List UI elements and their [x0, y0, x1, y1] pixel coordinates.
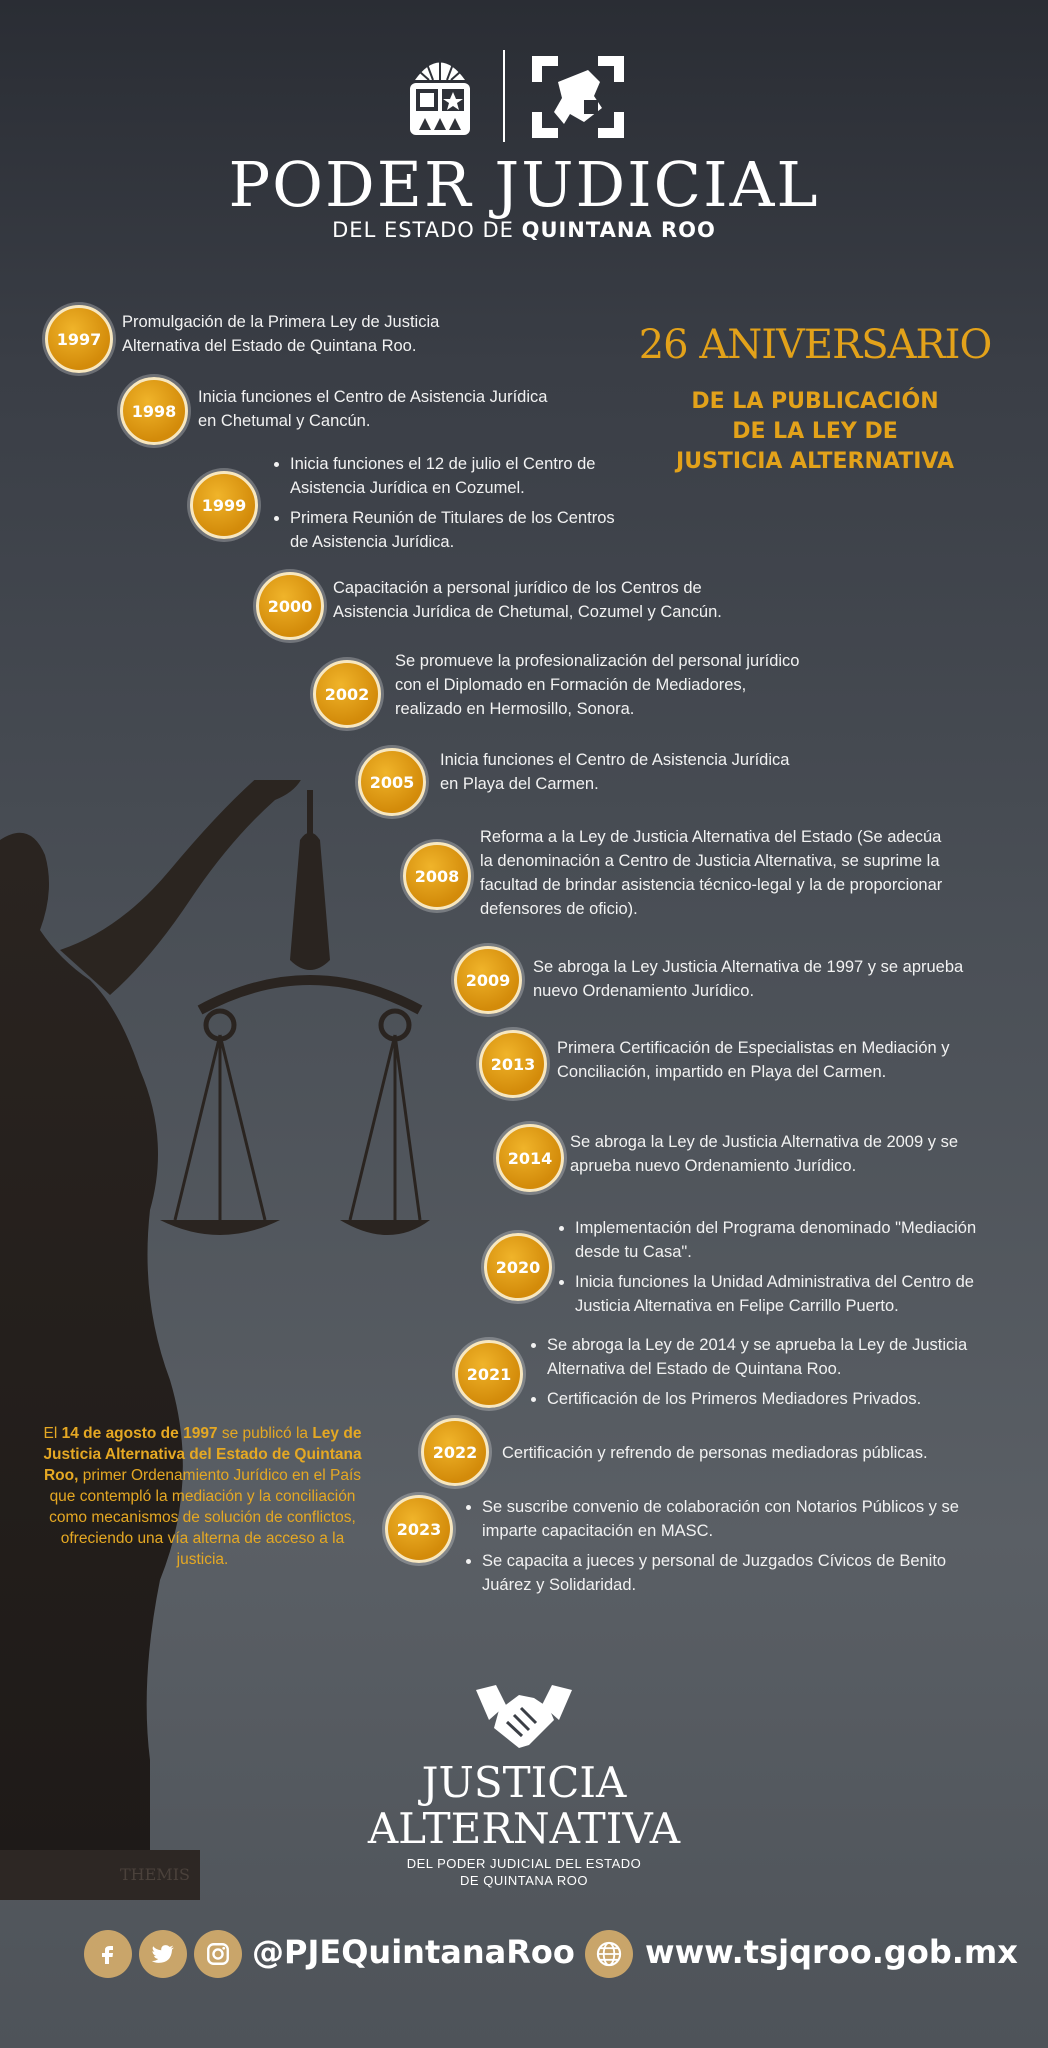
website-link[interactable]: www.tsjqroo.gob.mx [645, 1933, 1018, 1971]
year-badge-2002: 2002 [313, 660, 381, 728]
year-badge-2021: 2021 [455, 1340, 523, 1408]
timeline-bullet: • Se capacita a jueces y personal de Juzgados Cívicos de Benito Juárez y Solidaridad. [482, 1549, 982, 1597]
twitter-icon[interactable] [139, 1930, 187, 1978]
timeline-bullet: • Implementación del Programa denominado "Mediación desde tu Casa". [575, 1216, 1000, 1264]
state-coat-of-arms-icon [405, 50, 475, 140]
timeline-bullet: • Inicia funciones la Unidad Administrativa del Centro de Justicia Alternativa en Felipe Carrillo Puerto. [575, 1270, 1000, 1318]
timeline-text-2023 [462, 1495, 982, 1603]
timeline-text-2020 [555, 1216, 1000, 1324]
timeline-text-1999 [270, 452, 630, 560]
year-badge-2005: 2005 [358, 748, 426, 816]
publication-note: El 14 de agosto de 1997 se publicó la Ley de Justicia Alternativa del Estado de Quintana Roo, primer Ordenamiento Jurídico en el País que contempló la mediación y la conciliación como mecanismos de solución de conflictos, ofreciendo una vía alterna de acceso a la justicia. [43, 1425, 362, 1568]
year-badge-2008: 2008 [403, 842, 471, 910]
subtitle-prefix: DEL ESTADO DE [332, 218, 522, 242]
timeline-description: Inicia funciones el Centro de Asistencia Jurídica en Chetumal y Cancún. [198, 388, 548, 430]
timeline-text-2000 [333, 576, 773, 624]
statue-inscription: THEMIS [120, 1865, 190, 1884]
timeline-bullet: • Se abroga la Ley de 2014 y se aprueba la Ley de Justicia Alternativa del Estado de Quintana Roo. [547, 1333, 972, 1381]
year-badge-1998: 1998 [120, 377, 188, 445]
facebook-icon[interactable] [84, 1930, 132, 1978]
timeline-text-1997 [122, 310, 492, 358]
timeline-text-2013 [557, 1036, 997, 1084]
anniversary-subtitle: DE LA PUBLICACIÓN DE LA LEY DE JUSTICIA ALTERNATIVA [676, 389, 954, 474]
timeline-bullet: • Inicia funciones el 12 de julio el Centro de Asistencia Jurídica en Cozumel. [290, 452, 630, 500]
timeline-description: Se abroga la Ley de Justicia Alternativa de 2009 y se aprueba nuevo Ordenamiento Jurídico. [570, 1133, 958, 1175]
timeline-text-2021 [527, 1333, 972, 1417]
page-title: PODER JUDICIAL [228, 148, 820, 221]
justicia-alternativa-subtitle: DEL PODER JUDICIAL DEL ESTADO DE QUINTANA ROO [406, 1856, 642, 1888]
timeline-description: Primera Certificación de Especialistas en Mediación y Conciliación, impartido en Playa del Carmen. [557, 1039, 950, 1081]
timeline-text-2005 [440, 748, 800, 796]
timeline-description: Inicia funciones el Centro de Asistencia Jurídica en Playa del Carmen. [440, 751, 790, 793]
timeline-text-2002 [395, 649, 815, 721]
timeline-description: Reforma a la Ley de Justicia Alternativa del Estado (Se adecúa la denominación a Centro de Justicia Alternativa, se suprime la facultad de brindar asistencia técnico-legal y la de proporcionar defensores de oficio). [480, 828, 943, 918]
year-badge-2014: 2014 [496, 1124, 564, 1192]
social-handle[interactable]: @PJEQuintanaRoo [252, 1933, 575, 1971]
logo-divider [503, 50, 505, 142]
year-badge-1999: 1999 [190, 471, 258, 539]
header-logos [0, 50, 1048, 145]
timeline-text-2014 [570, 1130, 990, 1178]
judicial-emblem-icon [528, 52, 628, 142]
timeline-text-1998 [198, 385, 558, 433]
timeline-text-2022 [502, 1441, 982, 1465]
year-badge-2013: 2013 [479, 1030, 547, 1098]
year-badge-2000: 2000 [256, 572, 324, 640]
timeline-description: Se abroga la Ley Justicia Alternativa de 1997 y se aprueba nuevo Ordenamiento Jurídico. [533, 958, 964, 1000]
timeline-bullet: • Primera Reunión de Titulares de los Centros de Asistencia Jurídica. [290, 506, 630, 554]
timeline-bullet: • Se suscribe convenio de colaboración con Notarios Públicos y se imparte capacitación en MASC. [482, 1495, 982, 1543]
anniversary-title: 26 ANIVERSARIO [638, 322, 992, 368]
globe-icon[interactable] [585, 1930, 633, 1978]
timeline-text-2009 [533, 955, 973, 1003]
timeline-bullet: • Certificación de los Primeros Mediadores Privados. [547, 1387, 972, 1411]
timeline-text-2008 [480, 825, 950, 921]
year-badge-2009: 2009 [454, 946, 522, 1014]
page-subtitle [0, 218, 1048, 242]
timeline-description: Certificación y refrendo de personas mediadoras públicas. [502, 1444, 928, 1462]
year-badge-1997: 1997 [45, 305, 113, 373]
subtitle-bold: QUINTANA ROO [521, 218, 716, 242]
instagram-icon[interactable] [194, 1930, 242, 1978]
handshake-icon [474, 1680, 574, 1755]
year-badge-2022: 2022 [421, 1418, 489, 1486]
justicia-alternativa-title: JUSTICIA ALTERNATIVA [367, 1758, 681, 1853]
timeline-description: Promulgación de la Primera Ley de Justicia Alternativa del Estado de Quintana Roo. [122, 313, 440, 355]
timeline-description: Se promueve la profesionalización del personal jurídico con el Diplomado en Formación de Mediadores, realizado en Hermosillo, Sonora. [395, 652, 800, 718]
year-badge-2023: 2023 [385, 1495, 453, 1563]
timeline-description: Capacitación a personal jurídico de los Centros de Asistencia Jurídica de Chetumal, Cozumel y Cancún. [333, 579, 722, 621]
year-badge-2020: 2020 [484, 1233, 552, 1301]
